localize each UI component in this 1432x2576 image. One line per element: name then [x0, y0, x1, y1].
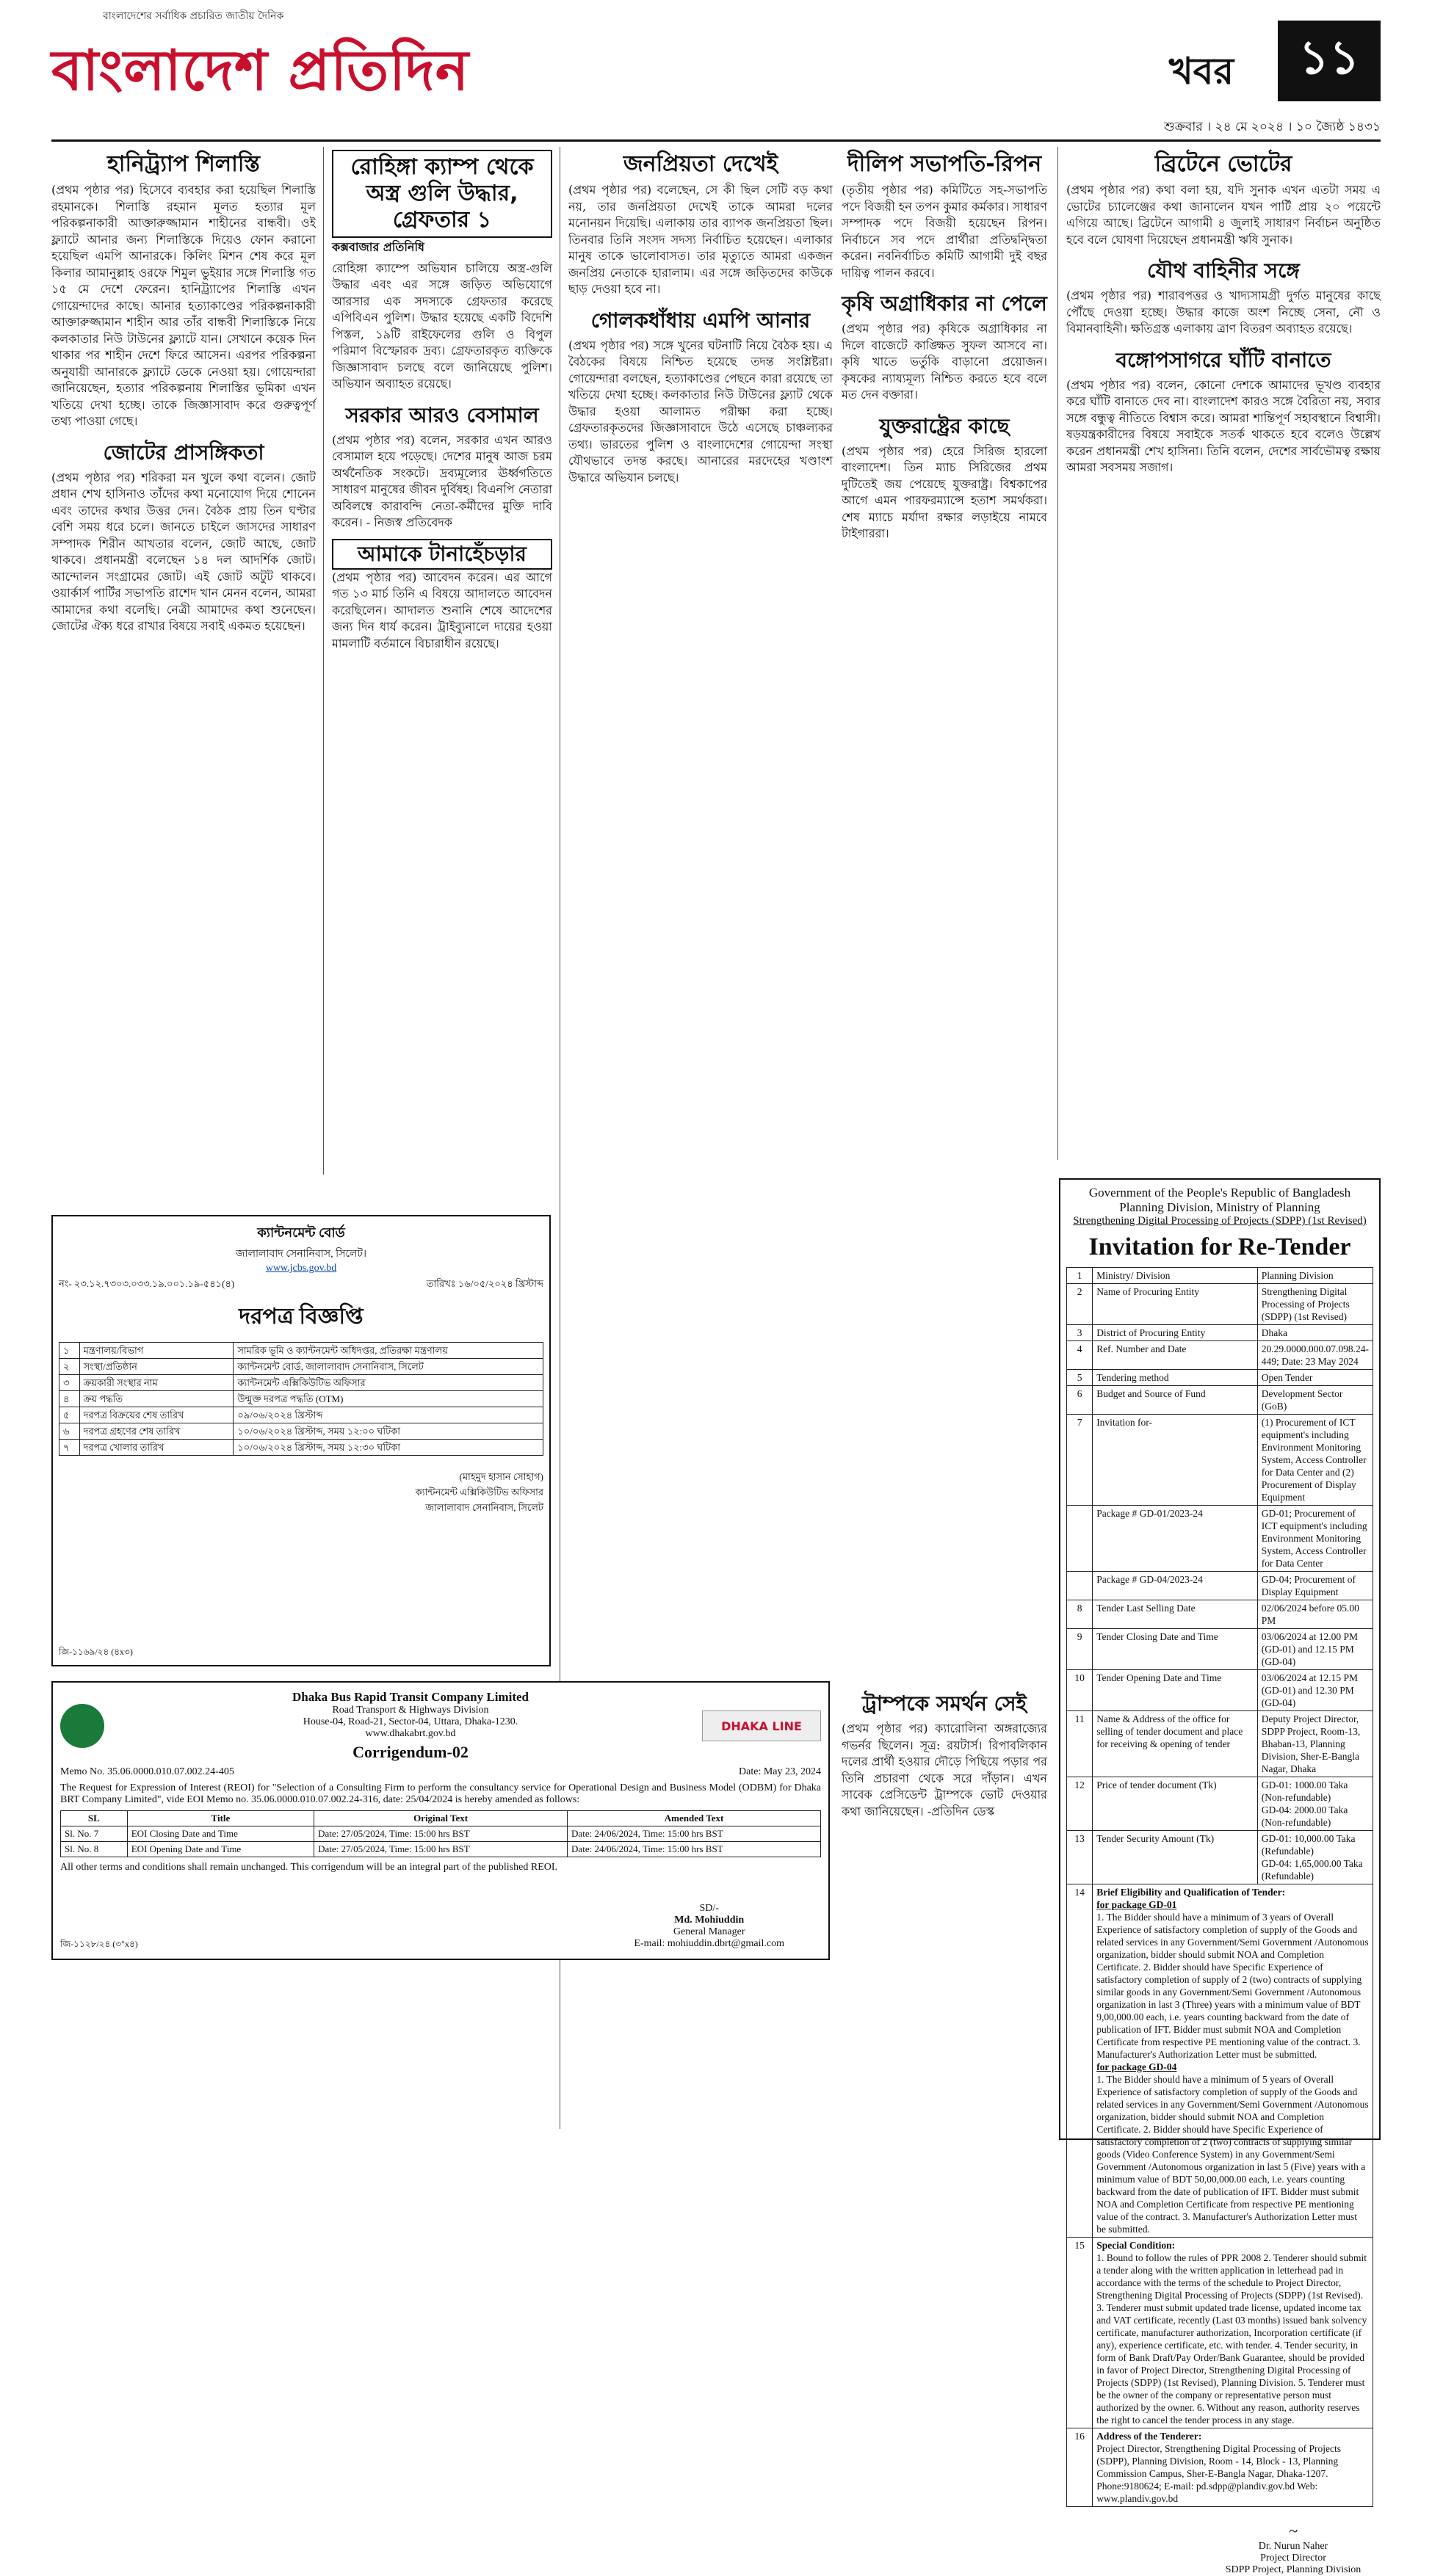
headline[interactable]: সরকার আরও বেসামাল — [345, 402, 539, 427]
row-number — [1067, 1572, 1093, 1600]
ad-ref: জি-১১২৮/২৪ (৩"x৪) — [60, 1939, 138, 1949]
signature-mark: ~ — [1289, 2522, 1298, 2540]
special-condition-label: Special Condition: — [1096, 2240, 1176, 2251]
table-cell: ৭ — [59, 1440, 80, 1456]
table-cell: দরপত্র গ্রহণের শেষ তারিখ — [79, 1423, 234, 1440]
gd04-heading: for package GD-04 — [1096, 2061, 1177, 2072]
headline[interactable]: ব্রিটেনে ভোটের — [1154, 151, 1292, 177]
row-value: GD-04; Procurement of Display Equipment — [1257, 1572, 1373, 1600]
table-row — [1067, 1284, 1373, 1325]
row-label: District of Procuring Entity — [1093, 1325, 1258, 1341]
special-condition-text: 1. Bound to follow the rules of PPR 2008 2. Tenderer should submit a tender along with the written application in letterhead pad in accordance with the terms of the schedule to Project Director, Strengthening Digital Processing of Projects (SDPP) (1st Revised). 3. Tenderer must submit updated trade license, updated income tax and VAT certificate, recently (Last 03 months) issued bank solvency certificate, manufacturer authorization, Incorporation certificate (if any), experience certificate, etc. with tender. 4. Tender security, in form of Bank Draft/Pay Order/Bank Guarantee, should be provided in favor of Project Director, Strengthening Digital Processing of Projects (SDPP) (1st Revised), Planning Division. 5. Tenderer must be the owner of the company or representative person must authorized by the owner. 6. Without any reason, authority reserves the right to cancel the tender process in any stage. — [1096, 2252, 1367, 2426]
gd01-heading: for package GD-01 — [1096, 1899, 1177, 1910]
row-number: 1 — [1067, 1268, 1093, 1284]
row-number: 11 — [1067, 1711, 1093, 1777]
tender-div: Planning Division, Ministry of Planning — [1119, 1200, 1320, 1214]
headline[interactable]: বঙ্গোপসাগরে ঘাঁটি বানাতে — [1115, 347, 1331, 372]
brt-memo: Memo No. 35.06.0000.010.07.002.24-405 — [60, 1766, 234, 1777]
brt-date: Date: May 23, 2024 — [739, 1766, 821, 1777]
headline[interactable]: হানিট্র্যাপ শিলাস্তি — [107, 151, 260, 177]
column-3 — [568, 147, 833, 489]
article-body: (প্রথম পৃষ্ঠার পর) শারাবপত্তর ও খাদ্যসামগ্রী দুর্গত মানুষের কাছে পৌঁছে দেওয়া হচ্ছে। উদ্ধার কাজে অংশ নিচ্ছে সেনা, নৌ ও বিমানবাহিনী। ক্ষতিগ্রস্ত এলাকায় ত্রাণ বিতরণ অব্যাহত রয়েছে। — [1066, 289, 1381, 335]
tender-gov: Government of the People's Republic of Bangladesh — [1088, 1186, 1351, 1200]
table-cell: ১০/০৬/২০২৪ খ্রিস্টাব্দ, সময় ১২:৩০ ঘটিকা — [234, 1440, 543, 1456]
ad-ref: জি-১১৬৯/২৪ (৪x৩) — [59, 1647, 133, 1657]
table-row — [1067, 1629, 1373, 1670]
masthead — [51, 0, 1381, 147]
row-label: Tender Last Selling Date — [1093, 1600, 1258, 1629]
table-cell: ক্রয় পদ্ধতি — [79, 1391, 234, 1407]
table-cell: EOI Opening Date and Time — [127, 1842, 314, 1857]
table-cell: দরপত্র খোলার তারিখ — [79, 1440, 234, 1456]
column-2 — [332, 147, 552, 655]
table-header: Amended Text — [568, 1811, 821, 1826]
row-number: 9 — [1067, 1629, 1093, 1670]
row-number: 3 — [1067, 1325, 1093, 1341]
row-label: Tender Security Amount (Tk) — [1093, 1831, 1258, 1884]
article-body: রোহিঙ্গা ক্যাম্পে অভিযান চালিয়ে অস্ত্র-গুলি উদ্ধার এবং এর সঙ্গে জড়িত অভিযোগে আরসার এক সদস্যকে গ্রেফতার করেছে এপিবিএন পুলিশ। উদ্ধার হয়েছে একটি বিদেশি পিস্তল, ১৯টি রাইফেলের গুলি ও বিপুল পরিমাণ বিস্ফোরক দ্রব্য। গ্রেফতারকৃত ব্যক্তিকে জিজ্ঞাসাবাদ চলছে বলে জানিয়েছে পুলিশ। অভিযান অব্যাহত রয়েছে। — [332, 261, 552, 391]
brt-website-link[interactable]: www.dhakabrt.gov.bd — [365, 1728, 456, 1739]
tenderer-address-label: Address of the Tenderer: — [1096, 2431, 1202, 2442]
planning-tender-ad — [1059, 1178, 1381, 2575]
column-4 — [842, 147, 1047, 545]
column-divider — [323, 147, 324, 1175]
table-header: Title — [127, 1811, 314, 1826]
table-row — [1067, 1600, 1373, 1629]
signatory-name: (মাহমুদ হাসান সোহাগ) — [459, 1471, 543, 1482]
table-cell: ক্যান্টনমেন্ট এক্সিকিউটিভ অফিসার — [234, 1375, 543, 1391]
cantonment-tender-ad — [51, 1215, 551, 1666]
signatory-place: জালালাবাদ সেনানিবাস, সিলেট — [425, 1502, 543, 1513]
row-label: Package # GD-04/2023-24 — [1093, 1572, 1258, 1600]
headline[interactable]: কৃষি অগ্রাধিকার না পেলে — [842, 291, 1047, 316]
row-value: Development Sector (GoB) — [1257, 1386, 1373, 1415]
row-number: 7 — [1067, 1415, 1093, 1506]
headline[interactable]: আমাকে টানাহেঁচড়ার — [358, 541, 527, 566]
table-row — [1067, 1341, 1373, 1370]
table-cell: ৩ — [59, 1375, 80, 1391]
newspaper-logo[interactable]: বাংলাদেশ প্রতিদিন — [51, 37, 470, 103]
table-header: SL — [61, 1811, 128, 1826]
article-body: (প্রথম পৃষ্ঠার পর) হেরে সিরিজ হারলো বাংলাদেশ। তিন ম্যাচ সিরিজের প্রথম দুটিতেই জয় পেয়েছে যুক্তরাষ্ট্র। বিশ্বকাপের আগে এমন পারফরম্যান্সে হতাশ সমর্থকরা। শেষ ম্যাচে মর্যাদা রক্ষার লড়াইয়ে নামবে টাইগাররা। — [842, 443, 1047, 540]
brt-address: House-04, Road-21, Sector-04, Uttara, Dhaka-1230. — [303, 1716, 518, 1727]
table-row — [1067, 1415, 1373, 1506]
tender-project: Strengthening Digital Processing of Projects (SDPP) (1st Revised) — [1073, 1215, 1367, 1227]
dhaka-line-logo: DHAKA LINE — [702, 1710, 821, 1741]
table-row — [59, 1440, 543, 1456]
headline[interactable]: রোহিঙ্গা ক্যাম্প থেকে অস্ত্র গুলি উদ্ধার, গ্রেফতার ১ — [350, 154, 534, 233]
table-cell: EOI Closing Date and Time — [127, 1826, 314, 1842]
row-number: 10 — [1067, 1670, 1093, 1711]
table-row — [1067, 1711, 1373, 1777]
article-body: (প্রথম পৃষ্ঠার পর) বলেন, কোনো দেশকে আমাদের ভূখণ্ড ব্যবহার করে ঘাঁটি বানাতে দেব না। বাংলাদেশ কারও সঙ্গে বৈরিতা নয়, সবার সঙ্গে বন্ধুত্ব নীতিতে বিশ্বাস করে। আমরা শান্তিপূর্ণ সহাবস্থানে বিশ্বাসী। ষড়যন্ত্রকারীদের বিষয়ে সবাইকে সতর্ক থাকতে হবে বলেও উল্লেখ করেন প্রধানমন্ত্রী শেখ হাসিনা। তিনি বলেন, দেশের সার্বভৌমত্ব রক্ষায় আমরা সবসময় সজাগ। — [1066, 377, 1381, 474]
tenderer-address-text: Project Director, Strengthening Digital Processing of Projects (SDPP), Planning Division, Room - 14, Block - 13, Planning Commission Campus, Sher-E-Bangla Nagar, Dhaka-1207. Phone:9180624; E-mail: pd.sdpp@plandiv.gov.bd Web: www.plandiv.gov.bd — [1096, 2443, 1341, 2504]
table-row — [61, 1826, 821, 1842]
section-label: খবর — [1168, 50, 1234, 92]
table-row — [1067, 1268, 1373, 1284]
table-cell: Sl. No. 7 — [61, 1826, 128, 1842]
gov-emblem-icon — [60, 1704, 104, 1748]
table-cell: Date: 27/05/2024, Time: 15:00 hrs BST — [314, 1826, 568, 1842]
tender-title: Invitation for Re-Tender — [1088, 1233, 1351, 1260]
table-cell: ক্রয়কারী সংস্থার নাম — [79, 1375, 234, 1391]
headline[interactable]: গোলকধাঁধায় এমপি আনার — [590, 308, 811, 333]
table-cell: ৫ — [59, 1407, 80, 1423]
row-value: 02/06/2024 before 05.00 PM — [1257, 1600, 1373, 1629]
row-label: Ministry/ Division — [1093, 1268, 1258, 1284]
row-value: 20.29.0000.000.07.098.24-449; Date: 23 May 2024 — [1257, 1341, 1373, 1370]
column-divider — [1057, 147, 1058, 1160]
row-value: Open Tender — [1257, 1370, 1373, 1386]
headline[interactable]: যৌথ বাহিনীর সঙ্গে — [1147, 258, 1300, 283]
row-value: 03/06/2024 at 12.15 PM (GD-01) and 12.30 PM (GD-04) — [1257, 1670, 1373, 1711]
brt-sign-name: Md. Mohiuddin — [674, 1915, 745, 1926]
table-cell: ০৯/০৬/২০২৪ খ্রিস্টাব্দ — [234, 1407, 543, 1423]
brt-title: Corrigendum-02 — [352, 1743, 469, 1761]
dateline: শুক্রবার । ২৪ মে ২০২৪ । ১০ জ্যৈষ্ঠ ১৪৩১ — [1164, 120, 1381, 134]
eligibility-label: Brief Eligibility and Qualification of Tender: — [1096, 1887, 1286, 1898]
row-value: Dhaka — [1257, 1325, 1373, 1341]
row-number — [1067, 1506, 1093, 1572]
brt-sub: Road Transport & Highways Division — [332, 1705, 489, 1716]
page-number: ১১ — [1278, 21, 1381, 101]
table-cell: ২ — [59, 1359, 80, 1375]
row-label: Tender Closing Date and Time — [1093, 1629, 1258, 1670]
table-cell: সামরিক ভূমি ও ক্যান্টনমেন্ট অধিদপ্তর, প্রতিরক্ষা মন্ত্রণালয় — [234, 1343, 543, 1359]
row-value: Planning Division — [1257, 1268, 1373, 1284]
row-number: 5 — [1067, 1370, 1093, 1386]
brt-paragraph: The Request for Expression of Interest (REOI) for "Selection of a Consulting Firm to perform the consultancy service for Operational Design and Business Model (ODBM) for Dhaka BRT Company Limited", vide EOI Memo no. 35.06.0000.010.07.002.24-316, date: 25/04/2024 is hereby amended as follows: — [60, 1782, 821, 1805]
table-row — [1067, 1670, 1373, 1711]
row-label: Tendering method — [1093, 1370, 1258, 1386]
ad-org: ক্যান্টনমেন্ট বোর্ড — [257, 1225, 345, 1240]
ad-sub: জালালাবাদ সেনানিবাস, সিলেট। — [235, 1249, 367, 1260]
table-cell: দরপত্র বিক্রয়ের শেষ তারিখ — [79, 1407, 234, 1423]
row-value: 03/06/2024 at 12.00 PM (GD-01) and 12.15 PM (GD-04) — [1257, 1629, 1373, 1670]
table-cell: ৬ — [59, 1423, 80, 1440]
headline[interactable]: ট্রাম্পকে সমর্থন সেই — [861, 1691, 1027, 1716]
table-cell: Date: 24/06/2024, Time: 15:00 hrs BST — [568, 1842, 821, 1857]
table-cell: মন্ত্রণালয়/বিভাগ — [79, 1343, 234, 1359]
article-body: (প্রথম পৃষ্ঠার পর) হিসেবে ব্যবহার করা হয়েছিল শিলাস্তি রহমানকে। শিলাস্তি রহমান মূলত হত্যার মূল পরিকল্পনাকারী আক্তারুজ্জামান শাহীনের বান্ধবী। ওই ফ্ল্যাটে আনার জন্য শিলাস্তিকে দিয়েও ফোন করানো হয়েছিল এমপি আনারকে। কিলিং মিশন শেষ করে মূল কিলার আমানুল্লাহ ওরফে শিমুল ভুইয়ার সঙ্গে শিলাস্তি গত ১৫ মে দেশে ফেরেন। হানিট্র্যাপের শিলাস্তি এখন গোয়েন্দাদের কাছে। আনার হত্যাকাণ্ডের পরিকল্পনাকারী আক্তারুজ্জামান শাহীন আর তাঁর বান্ধবী শিলাস্তিকে নিয়ে কলকাতার নিউ টাউনের ফ্ল্যাটে যান। সেখানে কয়েক দিন থাকার পর শাহীন দেশে ফিরে আসেন। এরপর পরিকল্পনা অনুযায়ী আনারকে ফ্ল্যাটে ডেকে নেওয়া হয়। গোয়েন্দারা জানিয়েছেন, হত্যার পরিকল্পনায় শিলাস্তির ভূমিকা এখন খতিয়ে দেখা হচ্ছে। তাকে জিজ্ঞাসাবাদ করে গুরুত্বপূর্ণ তথ্য পাওয়া গেছে। — [51, 183, 316, 428]
article-body: (প্রথম পৃষ্ঠার পর) আবেদন করেন। এর আগে গত ১৩ মার্চ তিনি এ বিষয়ে আদালতে আবেদন করেছিলেন। আদালত শুনানি শেষে আদেশের জন্য দিন ধার্য করেন। ট্রাইব্যুনালে দায়ের হওয়া মামলাটি বর্তমানে বিচারাধীন রয়েছে। — [332, 570, 552, 650]
table-row — [61, 1842, 821, 1857]
masthead-tagline: বাংলাদেশের সর্বাধিক প্রচারিত জাতীয় দৈনিক — [103, 10, 284, 22]
brt-sign: SD/- — [699, 1903, 719, 1914]
corrigendum-table — [60, 1810, 821, 1857]
gd01-text: 1. The Bidder should have a minimum of 3 years of Overall Experience of satisfactory completion of supply of the Goods and related services in any Government/Semi Government /Autonomous organization, bidder should submit NOA and Completion Certificate. 2. Bidder should have Specific Experience of satisfactory completion of supply of 2 (two) contracts of supplying similar goods in any Government/Semi Government /Autonomous organization in last 3 (Three) years with a minimum value of BDT 9,00,000.00 each, i.e. years counting backward from the date of publication of IFT. Bidder must submit NOA and Completion Certificate from respective PE mentioning value of the contract. 3. Manufacturer's Authorization Letter must be submitted. — [1096, 1912, 1369, 2060]
article-body: (প্রথম পৃষ্ঠার পর) বলেন, সরকার এখন আরও বেসামাল হয়ে পড়েছে। দেশের মানুষ আজ চরম অর্থনৈতিক সংকটে। দ্রব্যমূল্যের ঊর্ধ্বগতিতে সাধারণ মানুষের জীবন দুর্বিষহ। বিএনপি নেতারা অবিলম্বে কারাবন্দি নেতা-কর্মীদের মুক্তি দাবি করেন। - নিজস্ব প্রতিবেদক — [332, 432, 552, 529]
row-value: GD-01: 1000.00 Taka (Non-refundable) GD-04: 2000.00 Taka (Non-refundable) — [1257, 1777, 1373, 1831]
table-cell: Date: 24/06/2024, Time: 15:00 hrs BST — [568, 1826, 821, 1842]
row-label: Ref. Number and Date — [1093, 1341, 1258, 1370]
row-number: 13 — [1067, 1831, 1093, 1884]
boxed-headline — [332, 539, 552, 570]
memo-number: নং- ২৩.১২.৭৩০৩.০৩৩.১৯.০০১.১৯-৫৪১(৪) — [59, 1278, 235, 1289]
table-row — [1067, 1572, 1373, 1600]
row-number: 8 — [1067, 1600, 1093, 1629]
row-value: Strengthening Digital Processing of Projects (SDPP) (1st Revised) — [1257, 1284, 1373, 1325]
brt-email[interactable]: E-mail: mohiuddin.dbrt@gmail.com — [634, 1938, 784, 1949]
byline: কক্সবাজার প্রতিনিধি — [332, 240, 425, 254]
table-cell: উন্মুক্ত দরপত্র পদ্ধতি (OTM) — [234, 1391, 543, 1407]
article-body: (তৃতীয় পৃষ্ঠার পর) কমিটিতে সহ-সভাপতি পদে বিজয়ী হন তপন কুমার কর্মকার। সাধারণ সম্পাদক পদে বিজয়ী হয়েছেন রিপন। নির্বাচনে সব পদে প্রার্থীরা প্রতিদ্বন্দ্বিতা করেন। নবনির্বাচিত কমিটি আগামী দুই বছর দায়িত্ব পালন করবে। — [842, 183, 1047, 280]
row-label: Price of tender document (Tk) — [1093, 1777, 1258, 1831]
signatory-title: ক্যান্টনমেন্ট এক্সিকিউটিভ অফিসার — [415, 1487, 543, 1498]
table-cell: Sl. No. 8 — [61, 1842, 128, 1857]
table-row — [59, 1391, 543, 1407]
table-row — [59, 1343, 543, 1359]
table-row — [59, 1359, 543, 1375]
row-value: Deputy Project Director, SDPP Project, Room-13, Bhaban-13, Planning Division, Sher-E-Bangla Nagar, Dhaka — [1257, 1711, 1373, 1777]
gd04-text: 1. The Bidder should have a minimum of 5 years of Overall Experience of satisfactory completion of supply of the Goods and related services in any Government/Semi Government /Autonomous organization, bidder should submit NOA and Completion Certificate. 2. Bidder should have Specific Experience of satisfactory completion of 2 (two) contracts of supplying similar goods (Video Conference System) in any Government/Semi Government /Autonomous organization in last 5 (Five) years with a minimum value of BDT 50,00,000.00 each, i.e. years counting backward from the date of publication of IFT. Bidder must submit NOA and Completion Certificate from respective PE mentioning value of the contract. 3. Manufacturer's Authorization Letter must be submitted. — [1096, 2074, 1369, 2235]
table-cell: Date: 27/05/2024, Time: 15:00 hrs BST — [314, 1842, 568, 1857]
brt-footer: All other terms and conditions shall remain unchanged. This corrigendum will be an integral part of the published REOI. — [60, 1862, 558, 1873]
table-row — [1067, 1386, 1373, 1415]
table-cell: ৪ — [59, 1391, 80, 1407]
ad-title: দরপত্র বিজ্ঞপ্তি — [239, 1305, 364, 1329]
headline[interactable]: জোটের প্রাসঙ্গিকতা — [103, 440, 264, 465]
row-label: Tender Opening Date and Time — [1093, 1670, 1258, 1711]
article-body: (প্রথম পৃষ্ঠার পর) কৃষিকে অগ্রাধিকার না দিলে বাজেটে কাঙ্ক্ষিত সুফল আসবে না। কৃষি খাতে ভর্তুকি বাড়ানো প্রয়োজন। কৃষকের ন্যায্যমূল্য নিশ্চিত করতে হবে বলে মত দেন বক্তারা। — [842, 322, 1047, 402]
row-label: Name of Procuring Entity — [1093, 1284, 1258, 1325]
tender-table — [59, 1342, 543, 1456]
table-row — [1067, 1506, 1373, 1572]
article-body: (প্রথম পৃষ্ঠার পর) বলেছেন, সে কী ছিল সেটি বড় কথা নয়, তার জনপ্রিয়তা দেখেই তাকে আমরা দলের মনোনয়ন দিয়েছি। এলাকায় তার ব্যাপক জনপ্রিয়তা ছিল। তিনবার তিনি সংসদ সদস্য নির্বাচিত হয়েছেন। এলাকার মানুষ তাকে ভালোবাসত। তার মৃত্যুতে আমরা একজন জনপ্রিয় নেতাকে হারালাম। এর সঙ্গে জড়িতদের কাউকে ছাড় দেওয়া হবে না। — [568, 183, 833, 296]
tender-sign-title: Project Director — [1260, 2553, 1326, 2564]
table-row — [1067, 1831, 1373, 1884]
article-body: (প্রথম পৃষ্ঠার পর) সঙ্গে খুনের ঘটনাটি নিয়ে বৈঠক হয়। এ বৈঠকের বিষয়ে নিশ্চিত হয়েছে তদন্ত সংশ্লিষ্টরা। গোয়েন্দারা বলছেন, হত্যাকাণ্ডের পেছনে কারা রয়েছে তা খতিয়ে দেখা হচ্ছে। কলকাতার নিউ টাউনের ফ্ল্যাট থেকে উদ্ধার হওয়া আলামত পরীক্ষা করা হচ্ছে। গ্রেফতারকৃতদের জিজ্ঞাসাবাদে উঠে এসেছে চাঞ্চল্যকর তথ্য। ভারতের পুলিশ ও বাংলাদেশের গোয়েন্দা সংস্থা যৌথভাবে তদন্ত করছে। আনারের মরদেহের খণ্ডাংশ উদ্ধারে অভিযান চলছে। — [568, 338, 833, 485]
brt-corrigendum-ad — [51, 1681, 830, 1960]
table-cell: সংস্থা/প্রতিষ্ঠান — [79, 1359, 234, 1375]
row-number: 2 — [1067, 1284, 1093, 1325]
table-row — [59, 1407, 543, 1423]
table-row — [1067, 1325, 1373, 1341]
column-1 — [51, 147, 316, 638]
article-body: (প্রথম পৃষ্ঠার পর) ক্যারোলিনা অঙ্গরাজ্যের গভর্নর ছিলেন। সূত্র: রয়টার্স। রিপাবলিকান দলের প্রার্থী হওয়ার দৌড়ে পিছিয়ে পড়ার পর তিনি প্রচারণা থেকে সরে দাঁড়ান। এখন সাবেক প্রেসিডেন্ট ট্রাম্পকে ভোট দেওয়ার কথা জানিয়েছেন। -প্রতিদিন ডেস্ক — [842, 1721, 1047, 1818]
headline[interactable]: দীলিপ সভাপতি-রিপন — [847, 151, 1042, 177]
tender-sign-org: SDPP Project, Planning Division — [1225, 2564, 1362, 2575]
table-row — [59, 1375, 543, 1391]
table-header: Original Text — [314, 1811, 568, 1826]
brt-org: Dhaka Bus Rapid Transit Company Limited — [292, 1690, 529, 1704]
headline[interactable]: যুক্তরাষ্ট্রের কাছে — [879, 413, 1010, 438]
column-5 — [1066, 147, 1381, 479]
row-value: GD-01: 10,000.00 Taka (Refundable) GD-04: 1,65,000.00 Taka (Refundable) — [1257, 1831, 1373, 1884]
row-label: Name & Address of the office for selling of tender document and place for receiving & opening of tender — [1093, 1711, 1258, 1777]
tender-sign-name: Dr. Nurun Naher — [1258, 2541, 1328, 2552]
column-4-bottom — [842, 1681, 1047, 1823]
row-number: 12 — [1067, 1777, 1093, 1831]
row-number: 4 — [1067, 1341, 1093, 1370]
ad-website-link[interactable]: www.jcbs.gov.bd — [265, 1263, 337, 1274]
row-number: 6 — [1067, 1386, 1093, 1415]
table-row — [1067, 1370, 1373, 1386]
masthead-rule — [51, 139, 1381, 142]
table-cell: ১ — [59, 1343, 80, 1359]
row-value: (1) Procurement of ICT equipment's including Environment Monitoring System, Access Controller for Data Center and (2) Procurement of Display Equipment — [1257, 1415, 1373, 1506]
row-label: Package # GD-01/2023-24 — [1093, 1506, 1258, 1572]
brt-sign-title: General Manager — [673, 1926, 745, 1937]
headline[interactable]: জনপ্রিয়তা দেখেই — [623, 151, 778, 177]
article-body: (প্রথম পৃষ্ঠার পর) শরিকরা মন খুলে কথা বলেন। জোট প্রধান শেখ হাসিনাও তাঁদের কথা মনোযোগ দিয়ে শোনেন এবং তাদের কথার উত্তর দেন। বৈঠক প্রায় তিন ঘণ্টার বেশি সময় ধরে চলে। জানতে চাইলে জাসদের সাধারণ সম্পাদক শিরীন আখতার বলেন, জোট আছে, জোট থাকবে। প্রধানমন্ত্রী বলেছেন ১৪ দল আদর্শিক জোট। আন্দোলন সংগ্রামের জোট। এই জোট অটুট থাকবে। ওয়ার্কার্স পার্টির সভাপতি রাশেদ খান মেনন বলেন, আমরা আমাদের কথা বলেছি। নেত্রী আমাদের কথা শুনেছেন। জোটের ঐক্য ধরে রাখার বিষয়ে সবাই একমত হয়েছেন। — [51, 470, 316, 633]
article-body: (প্রথম পৃষ্ঠার পর) কথা বলা হয়, যদি সুনাক এখন এতটা সময় এ ভোটের চ্যালেঞ্জের কথা জানালেন যখন পার্টি প্রায় ২০ পয়েন্টে এগিয়ে আছে। ব্রিটেনে আগামী ৪ জুলাই সাধারণ নির্বাচন অনুষ্ঠিত হবে বলে ঘোষণা দিয়েছেন প্রধানমন্ত্রী ঋষি সুনাক। — [1066, 183, 1381, 247]
boxed-headline — [332, 150, 552, 238]
table-cell: ক্যান্টনমেন্ট বোর্ড, জালালাবাদ সেনানিবাস, সিলেট — [234, 1359, 543, 1375]
row-label: Budget and Source of Fund — [1093, 1386, 1258, 1415]
table-row — [59, 1423, 543, 1440]
table-cell: ১০/০৬/২০২৪ খ্রিস্টাব্দ, সময় ১২:০০ ঘটিকা — [234, 1423, 543, 1440]
tender-details-table: 1 Ministry/ Division Planning Division 2 Name of Procuring Entity Strengthening Digital Processing of Projects (SDPP) (1st Revised) 3 District of Procuring Entity Dhaka 4 Ref. Number and Date 20.29.0000.000.07.098.24-449; Date: 23 May 2024 5 Tendering method Open Tender 6 Budget and Source of Fund Development Sector (GoB) 7 Invitation for- (1) Procurement of ICT equipment's including Environment Monitoring System, Access Controller for Data Center and (2) Procurement of Display Equipment Package # GD-01/2023-24 GD-01; Procurement of ICT equipment's including Environment Monitoring System, Access Controller for Data Center Package # GD-04/2023-24 GD-04; Procurement of Display Equipment 8 Tender Last Selling Date 02/06/2024 before 05.00 PM 9 Tender Closing Date and Time 03/06/2024 at 12.00 PM (GD-01) and 12.15 PM (GD-04) 10 Tender Opening Date and Time 03/06/2024 at 12.15 PM (GD-01) and 12.30 PM (GD-04) 11 Name & Address of the office for selling of tender document and place for receiving & opening of tender Deputy Project Director, SDPP Project, Room-13, Bhaban-13, Planning Division, Sher-E-Bangla Nagar, Dhaka 12 Price of tender document (Tk) GD-01: 1000.00 Taka (Non-refundable) GD-04: 2000.00 Taka (Non-refundable) 13 Tender Security Amount (Tk) GD-01: 10,000.00 Taka (Refundable) GD-04: 1,65,000.00 Taka (Refundable) 14 Brief Eligibility and Qualification of Tender: for package GD-01 1. The Bidder should have a minimum of 3 years of Overall Experience of satisfactory completion of supply of the Goods and related services in any Government/Semi Government /Autonomous organization, bidder should submit NOA and Completion Certificate. 2. Bidder should have Specific Experience of satisfactory completion of supply of 2 (two) contracts of supplying similar goods in any Government/Semi Government /Autonomous organization in last 3 (Three) years with a minimum value of BDT 9,00,000.00 each, i.e. years counting backward from the date of publication of IFT. Bidder must submit NOA and Completion Certificate from respective PE mentioning value of the contract. 3. Manufacturer's Authorization Letter must be submitted. for package GD-04 1. The Bidder should have a minimum of 5 years of Overall Experience of satisfactory completion of supply of the Goods and related services in any Government/Semi Government /Autonomous organization, bidder should submit NOA and Completion Certificate. 2. Bidder should have Specific Experience of satisfactory completion of 2 (two) contracts of supplying similar goods (Video Conference System) in any Government/Semi Government /Autonomous organization in last 5 (Five) years with a minimum value of BDT 50,00,000.00 each, i.e. years counting backward from the date of publication of IFT. Bidder must submit NOA and Completion Certificate from respective PE mentioning value of the contract. 3. Manufacturer's Authorization Letter must be submitted. 15 Special Condition: 1. Bound to follow the rules of PPR 2008 2. Tenderer should submit a tender along with the written application in letterhead pad in accordance with the terms of the schedule to Project Director, Strengthening Digital Processing of Projects (SDPP) (1st Revised). 3. Tenderer must submit updated trade license, updated income tax and VAT certificate, recently (Last 03 months) issued bank solvency certificate, manufacturer authorization, Incorporation certificate (if any), experience certificate, etc. with tender. 4. Tender security, in form of Bank Draft/Pay Order/Bank Guarantee, should be provided in favor of Project Director, Strengthening Digital Processing of Projects (SDPP) (1st Revised), Planning Division. 5. Tenderer must be the owner of the company or representative person must authorized by the owner. 6. Without any reason, authority reserves the right to cancel the tender process in any stage. 16 Address of the Tenderer: Project Director, Strengthening Digital Processing of Projects (SDPP), Planning Division, Room - 14, Block - 13, Planning Commission Campus, Sher-E-Bangla Nagar, Dhaka-1207. Phone:9180624; E-mail: pd.sdpp@plandiv.gov.bd Web: www.plandiv.gov.bd — [1066, 1267, 1373, 2507]
row-label: Invitation for- — [1093, 1415, 1258, 1506]
table-row — [1067, 1777, 1373, 1831]
memo-date: তারিখঃ ১৬/০৫/২০২৪ খ্রিস্টাব্দ — [426, 1278, 543, 1289]
row-value: GD-01; Procurement of ICT equipment's including Environment Monitoring System, Access Controller for Data Center — [1257, 1506, 1373, 1572]
